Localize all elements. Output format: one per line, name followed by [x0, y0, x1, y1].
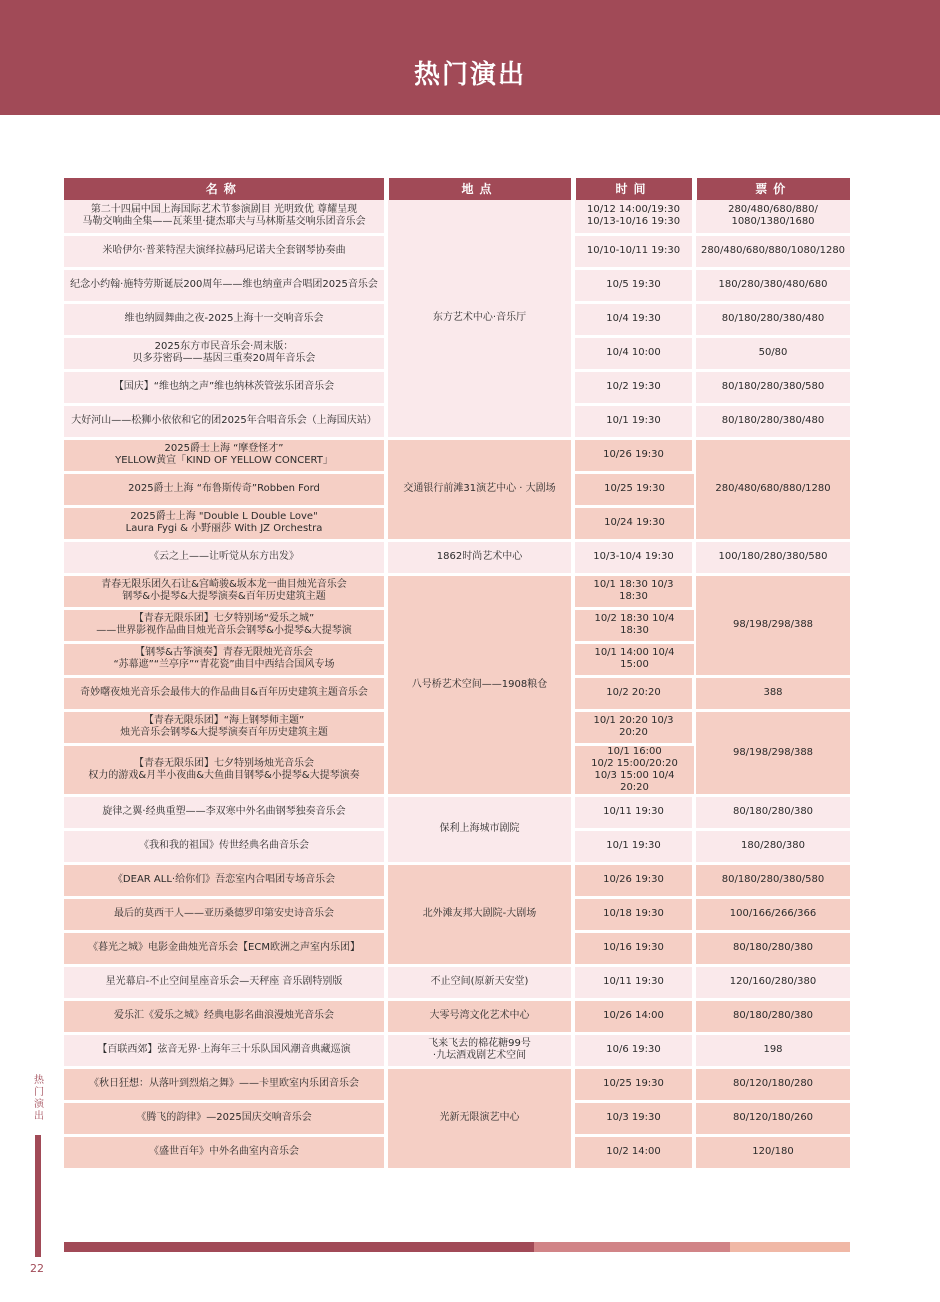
- table-row: [64, 1033, 850, 1067]
- show-price: 80/120/180/280: [694, 1067, 850, 1101]
- show-name: 纪念小约翰·施特劳斯诞辰200周年——维也纳童声合唱团2025音乐会: [64, 268, 386, 302]
- show-venue: 大零号湾文化艺术中心: [386, 999, 573, 1033]
- show-time: 10/18 19:30: [573, 897, 694, 931]
- show-name: 《DEAR ALL·给你们》吾恋室内合唱团专场音乐会: [64, 863, 386, 897]
- show-name: 2025爵士上海 "Double L Double Love" Laura Fygi & 小野丽莎 With JZ Orchestra: [64, 506, 386, 540]
- show-name: 《盛世百年》中外名曲室内音乐会: [64, 1135, 386, 1169]
- show-time: 10/16 19:30: [573, 931, 694, 965]
- show-time: 10/4 10:00: [573, 336, 694, 370]
- page-number: 22: [30, 1262, 44, 1275]
- show-time: 10/26 14:00: [573, 999, 694, 1033]
- footer-bar-light: [730, 1242, 850, 1252]
- show-name: 【青春无限乐团】“海上钢琴师主题” 烛光音乐会钢琴&大提琴演奏百年历史建筑主题: [64, 710, 386, 744]
- show-price: 388: [694, 676, 850, 710]
- show-time: 10/1 18:30 10/3 18:30: [573, 574, 694, 608]
- column-header-venue: 地点: [386, 178, 573, 200]
- column-header-price: 票价: [694, 178, 850, 200]
- performance-table: [64, 178, 850, 1171]
- show-venue: 光新无限演艺中心: [386, 1067, 573, 1169]
- show-price: 98/198/298/388: [694, 710, 850, 795]
- show-name: 【百联西郊】弦音无界·上海年三十乐队国风潮音典藏巡演: [64, 1033, 386, 1067]
- show-time: 10/11 19:30: [573, 795, 694, 829]
- show-time: 10/2 18:30 10/4 18:30: [573, 608, 694, 642]
- table-row: [64, 200, 850, 234]
- table-row: [64, 574, 850, 608]
- footer-bar-mid: [534, 1242, 730, 1252]
- show-time: 10/6 19:30: [573, 1033, 694, 1067]
- show-name: 《腾飞的韵律》—2025国庆交响音乐会: [64, 1101, 386, 1135]
- show-time: 10/5 19:30: [573, 268, 694, 302]
- show-venue: 东方艺术中心·音乐厅: [386, 200, 573, 438]
- show-price: 120/160/280/380: [694, 965, 850, 999]
- show-time: 10/25 19:30: [573, 1067, 694, 1101]
- show-name: 《云之上——让听觉从东方出发》: [64, 540, 386, 574]
- show-price: 80/180/280/380/580: [694, 863, 850, 897]
- show-price: 120/180: [694, 1135, 850, 1169]
- show-price: 280/480/680/880/ 1080/1380/1680: [694, 200, 850, 234]
- show-price: 80/180/280/380: [694, 795, 850, 829]
- show-price: 280/480/680/880/1080/1280: [694, 234, 850, 268]
- show-time: 10/26 19:30: [573, 863, 694, 897]
- show-price: 100/180/280/380/580: [694, 540, 850, 574]
- show-time: 10/1 19:30: [573, 404, 694, 438]
- show-name: 维也纳圆舞曲之夜-2025上海十一交响音乐会: [64, 302, 386, 336]
- show-name: 【国庆】“维也纳之声”维也纳林茨管弦乐团音乐会: [64, 370, 386, 404]
- table-row: [64, 863, 850, 897]
- table-header-row: [64, 178, 850, 200]
- show-time: 10/24 19:30: [573, 506, 694, 540]
- page-title: 热门演出: [413, 60, 526, 90]
- table-row: [64, 965, 850, 999]
- show-time: 10/4 19:30: [573, 302, 694, 336]
- show-time: 10/25 19:30: [573, 472, 694, 506]
- show-name: 第二十四届中国上海国际艺术节参演剧目 光明致优 尊耀呈现 马勒交响曲全集——瓦莱里·捷杰耶夫与马林斯基交响乐团音乐会: [64, 200, 386, 234]
- show-name: 星光幕启-不止空间星座音乐会—天秤座 音乐剧特别版: [64, 965, 386, 999]
- show-name: 2025东方市民音乐会·周末版： 贝多芬密码——基因三重奏20周年音乐会: [64, 336, 386, 370]
- show-price: 180/280/380: [694, 829, 850, 863]
- show-venue: 1862时尚艺术中心: [386, 540, 573, 574]
- show-name: 《秋日狂想：从落叶到烈焰之舞》——卡里欧室内乐团音乐会: [64, 1067, 386, 1101]
- show-venue: 保利上海城市剧院: [386, 795, 573, 863]
- table-row: [64, 540, 850, 574]
- table-row: [64, 999, 850, 1033]
- show-time: 10/1 16:00 10/2 15:00/20:20 10/3 15:00 10/4 20:20: [573, 744, 694, 795]
- column-header-name: 名称: [64, 178, 386, 200]
- show-price: 98/198/298/388: [694, 574, 850, 676]
- show-time: 10/1 19:30: [573, 829, 694, 863]
- show-price: 280/480/680/880/1280: [694, 438, 850, 540]
- show-time: 10/11 19:30: [573, 965, 694, 999]
- show-name: 《我和我的祖国》传世经典名曲音乐会: [64, 829, 386, 863]
- show-name: 青春无限乐团久石让&宫崎骏&坂本龙一曲目烛光音乐会 钢琴&小提琴&大提琴演奏&百年历史建筑主题: [64, 574, 386, 608]
- show-venue: 交通银行前滩31演艺中心 · 大剧场: [386, 438, 573, 540]
- side-section-label: 热门演出: [34, 1075, 44, 1122]
- show-name: 2025爵士上海 “摩登怪才” YELLOW黄宣「KIND OF YELLOW CONCERT」: [64, 438, 386, 472]
- footer-bar-dark: [64, 1242, 534, 1252]
- show-price: 80/180/280/380: [694, 931, 850, 965]
- show-name: 旋律之翼·经典重塑——李双寒中外名曲钢琴独奏音乐会: [64, 795, 386, 829]
- show-venue: 八号桥艺术空间——1908粮仓: [386, 574, 573, 795]
- show-name: 【青春无限乐团】七夕特别场烛光音乐会 权力的游戏&月半小夜曲&大鱼曲目钢琴&小提琴&大提琴演奏: [64, 744, 386, 795]
- show-time: 10/10-10/11 19:30: [573, 234, 694, 268]
- show-name: 【钢琴&古筝演奏】青春无限烛光音乐会 “苏幕遮”“兰亭序”“青花瓷”曲目中西结合国风专场: [64, 642, 386, 676]
- show-time: 10/12 14:00/19:30 10/13-10/16 19:30: [573, 200, 694, 234]
- show-price: 198: [694, 1033, 850, 1067]
- show-price: 80/180/280/380/480: [694, 404, 850, 438]
- show-price: 100/166/266/366: [694, 897, 850, 931]
- show-price: 50/80: [694, 336, 850, 370]
- table-row: [64, 795, 850, 829]
- show-price: 180/280/380/480/680: [694, 268, 850, 302]
- table-row: [64, 1067, 850, 1101]
- show-time: 10/1 20:20 10/3 20:20: [573, 710, 694, 744]
- show-name: 《暮光之城》电影金曲烛光音乐会【ECM欧洲之声室内乐团】: [64, 931, 386, 965]
- show-name: 爱乐汇《爱乐之城》经典电影名曲浪漫烛光音乐会: [64, 999, 386, 1033]
- show-price: 80/180/280/380/480: [694, 302, 850, 336]
- show-time: 10/2 14:00: [573, 1135, 694, 1169]
- show-time: 10/1 14:00 10/4 15:00: [573, 642, 694, 676]
- show-price: 80/180/280/380: [694, 999, 850, 1033]
- column-header-time: 时间: [573, 178, 694, 200]
- show-price: 80/120/180/260: [694, 1101, 850, 1135]
- show-venue: 不止空间(原新天安堂): [386, 965, 573, 999]
- show-time: 10/26 19:30: [573, 438, 694, 472]
- show-time: 10/3-10/4 19:30: [573, 540, 694, 574]
- show-name: 奇妙曙夜烛光音乐会最伟大的作品曲目&百年历史建筑主题音乐会: [64, 676, 386, 710]
- show-name: 大好河山——松狮小依依和它的团2025年合唱音乐会（上海国庆站）: [64, 404, 386, 438]
- show-name: 米哈伊尔·普莱特涅夫演绎拉赫玛尼诺夫全套钢琴协奏曲: [64, 234, 386, 268]
- show-name: 2025爵士上海 “布鲁斯传奇”Robben Ford: [64, 472, 386, 506]
- show-name: 最后的莫西干人——亚历桑德罗印第安史诗音乐会: [64, 897, 386, 931]
- show-time: 10/3 19:30: [573, 1101, 694, 1135]
- show-time: 10/2 20:20: [573, 676, 694, 710]
- show-venue: 飞来飞去的棉花糖99号 ·九坛酒戏剧艺术空间: [386, 1033, 573, 1067]
- table-row: [64, 438, 850, 472]
- side-accent-bar: [35, 1135, 41, 1257]
- show-name: 【青春无限乐团】七夕特别场“爱乐之城” ——世界影视作品曲目烛光音乐会钢琴&小提琴&大提琴演: [64, 608, 386, 642]
- show-price: 80/180/280/380/580: [694, 370, 850, 404]
- show-venue: 北外滩友邦大剧院-大剧场: [386, 863, 573, 965]
- show-time: 10/2 19:30: [573, 370, 694, 404]
